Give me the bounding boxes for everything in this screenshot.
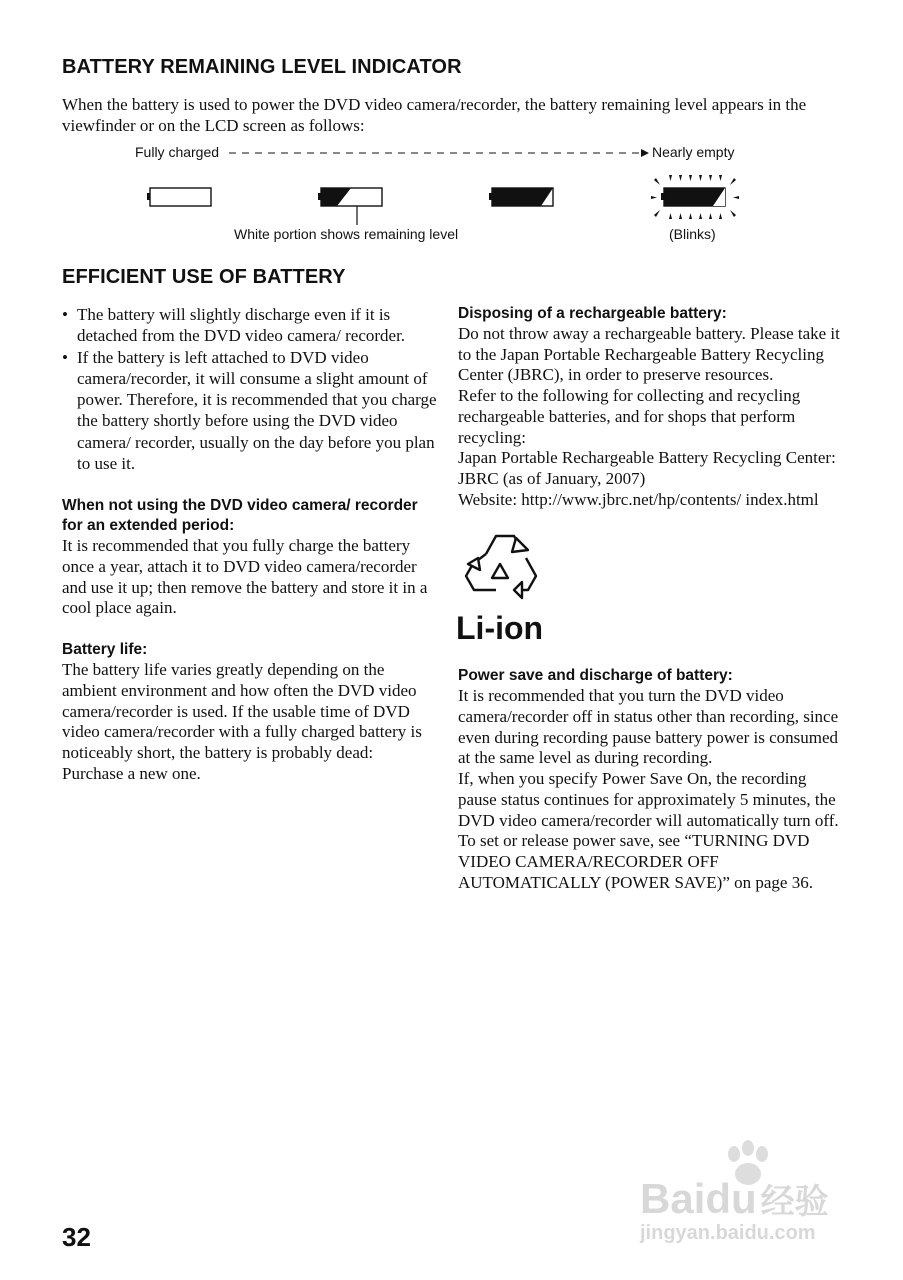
list-item: • If the battery is left attached to DVD video camera/recorder, it will consume a slight amount of power. Therefore, it is recommended that you charge the battery shortly before using the DVD video camera/ recorder, usually on the day before you plan to use it. (62, 347, 437, 474)
blink-rays-icon (651, 175, 739, 219)
battery-icon-empty-blinking (651, 175, 739, 219)
heading-power-save: Power save and discharge of battery: (458, 667, 733, 685)
battery-icon-partial (318, 188, 382, 206)
arrow-head-icon (641, 149, 649, 157)
caption-white-portion: White portion shows remaining level (234, 226, 459, 242)
text-not-using: It is recommended that you fully charge the battery once a year, attach it to DVD video camera/recorder and use it up; then remove the battery and store it in a cool place again. (62, 536, 428, 618)
recycle-mark (458, 524, 843, 672)
battery-icon-low (489, 188, 553, 206)
text-power-save-2: If, when you specify Power Save On, the recording pause status continues for approximately 5 minutes, the DVD video camera/recorder will automatically turn off. (458, 769, 839, 830)
section-title-battery-indicator: BATTERY REMAINING LEVEL INDICATOR (62, 56, 462, 78)
page-number: 32 (62, 1222, 91, 1252)
text-battery-life: The battery life varies greatly depending on the ambient environment and how often the DVD video camera/recorder is used. If the usable time of DVD video camera/recorder with a fully charged battery is noticeably short, the battery is probably dead: Purchase a new one. (62, 660, 422, 783)
battery-indicator-intro: When the battery is used to power the DVD video camera/recorder, the battery remaining level appears in the viewfinder or on the LCD screen as follows: (62, 95, 807, 135)
label-nearly-empty: Nearly empty (652, 144, 735, 160)
text-disposing-4: Website: http://www.jbrc.net/hp/contents/ index.html (458, 489, 819, 509)
text-disposing-1: Do not throw away a rechargeable battery. Please take it to the Japan Portable Rechargeable Battery Recycling Center (JBRC), in order to preserve resources. (458, 324, 840, 385)
watermark-cn: 经验 (760, 1183, 829, 1221)
text-disposing-2: Refer to the following for collecting and recycling rechargeable batteries, and for shops that perform recycling: (458, 386, 801, 447)
watermark-brand: Baidu (640, 1175, 757, 1222)
tips-list (62, 304, 437, 474)
left-column (62, 304, 437, 784)
watermark (640, 1140, 880, 1250)
battery-icon-full (147, 188, 211, 206)
text-disposing-3: Japan Portable Rechargeable Battery Recycling Center: JBRC (as of January, 2007) (458, 448, 836, 488)
li-ion-label: Li-ion (456, 610, 544, 647)
right-column (458, 304, 843, 893)
bullet-icon: • (62, 347, 68, 367)
heading-battery-life: Battery life: (62, 641, 148, 659)
caption-blinks: (Blinks) (669, 226, 716, 242)
text-power-save-1: It is recommended that you turn the DVD video camera/recorder off in status other than recording, since even during recording pause battery power is consumed at the same level as during recording. (458, 686, 839, 768)
label-fully-charged: Fully charged (135, 144, 220, 160)
watermark-url: jingyan.baidu.com (640, 1222, 816, 1244)
text-power-save-3: To set or release power save, see “TURNING DVD VIDEO CAMERA/RECORDER OFF AUTOMATICALLY (POWER SAVE)” on page 36. (458, 831, 813, 892)
section-title-efficient-use: EFFICIENT USE OF BATTERY (62, 266, 346, 288)
heading-not-using: When not using the DVD video camera/ recorder for an extended period: (62, 497, 418, 535)
recycle-icon (456, 524, 576, 674)
heading-disposing: Disposing of a rechargeable battery: (458, 305, 727, 322)
bullet-icon: • (62, 305, 68, 324)
list-item: • The battery will slightly discharge even if it is detached from the DVD video camera/ recorder. (62, 305, 406, 346)
